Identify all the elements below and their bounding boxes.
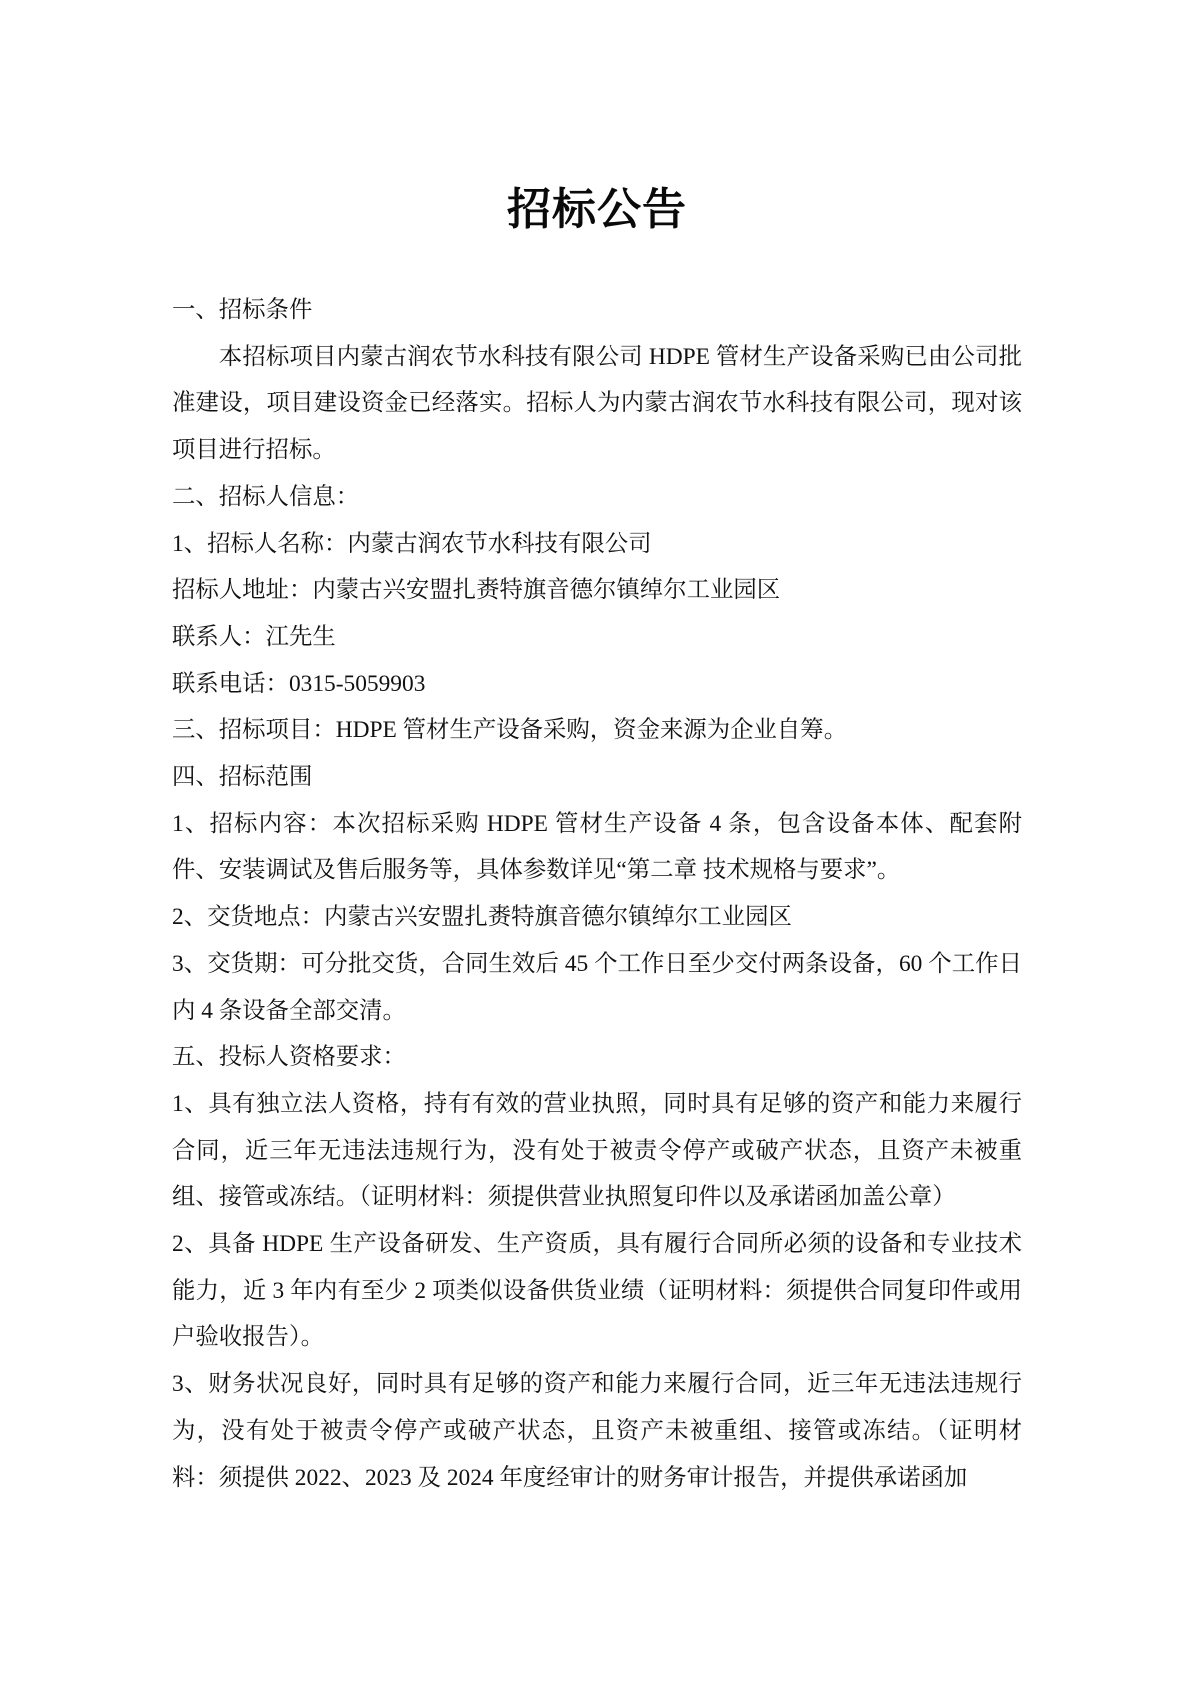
heading-bidder-qualifications: 五、投标人资格要求： [172,1044,406,1071]
heading-tender-scope: 四、招标范围 [172,764,313,791]
paragraph-tenderer-name: 1、招标人名称：内蒙古润农节水科技有限公司 [172,530,652,557]
paragraph-tenderer-address: 招标人地址：内蒙古兴安盟扎赉特旗音德尔镇绰尔工业园区 [172,577,781,604]
heading-tenderer-info: 二、招标人信息： [172,483,360,510]
paragraph-contact-person: 联系人：江先生 [172,623,336,650]
paragraph-contact-phone: 联系电话：0315-5059903 [172,670,426,697]
heading-tender-project: 三、招标项目：HDPE 管材生产设备采购，资金来源为企业自筹。 [172,717,848,744]
paragraph-tender-content: 1、招标内容：本次招标采购 HDPE 管材生产设备 4 条，包含设备本体、配套附件、安装调试及售后服务等，具体参数详见“第二章 技术规格与要求”。 [172,810,1022,884]
paragraph-qualification-2: 2、具备 HDPE 生产设备研发、生产资质，具有履行合同所必须的设备和专业技术能力，近 3 年内有至少 2 项类似设备供货业绩（证明材料：须提供合同复印件或用户验收报告）。 [172,1231,1022,1351]
paragraph-delivery-location: 2、交货地点：内蒙古兴安盟扎赉特旗音德尔镇绰尔工业园区 [172,904,792,931]
paragraph-tender-conditions-body: 本招标项目内蒙古润农节水科技有限公司 HDPE 管材生产设备采购已由公司批准建设，项目建设资金已经落实。招标人为内蒙古润农节水科技有限公司，现对该项目进行招标。 [172,343,1022,464]
paragraph-qualification-1: 1、具有独立法人资格，持有有效的营业执照，同时具有足够的资产和能力来履行合同，近三年无违法违规行为，没有处于被责令停产或破产状态，且资产未被重组、接管或冻结。（证明材料：须提供营业执照复印件以及承诺函加盖公章） [172,1090,1022,1211]
document-title: 招标公告 [507,185,687,234]
paragraph-qualification-3: 3、财务状况良好，同时具有足够的资产和能力来履行合同，近三年无违法违规行为，没有处于被责令停产或破产状态，且资产未被重组、接管或冻结。（证明材料：须提供 2022、2023 及 2024 年度经审计的财务审计报告，并提供承诺函加 [172,1371,1022,1491]
document-body [172,287,1022,1501]
heading-tender-conditions: 一、招标条件 [172,297,313,323]
paragraph-delivery-period: 3、交货期：可分批交货，合同生效后 45 个工作日至少交付两条设备，60 个工作日内 4 条设备全部交清。 [172,950,1022,1024]
